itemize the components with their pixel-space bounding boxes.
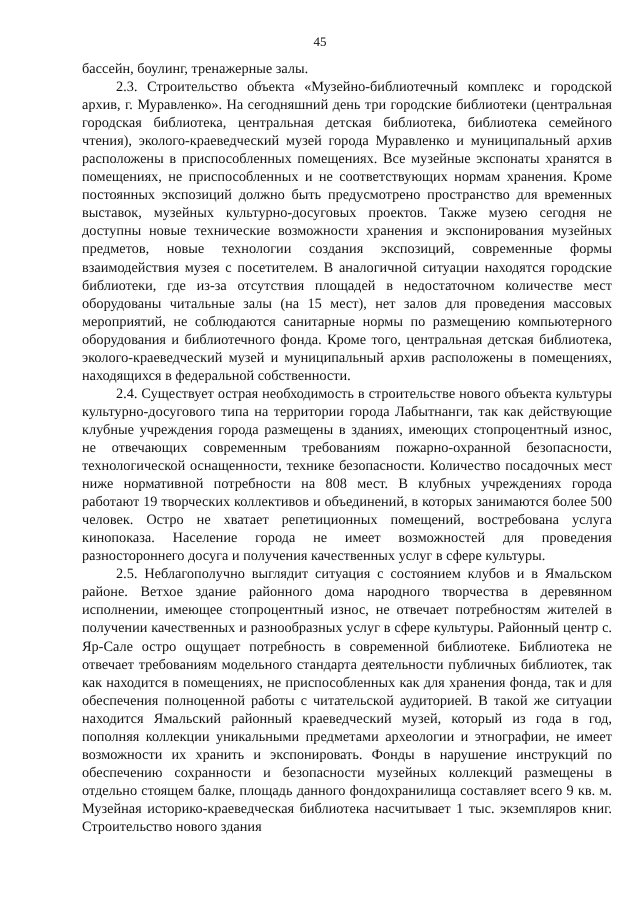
page-number: 45 xyxy=(313,34,327,49)
document-body xyxy=(82,60,612,836)
paragraph-2-3: 2.3. Строительство объекта «Музейно-библиотечный комплекс и городской архив, г. Муравленко». На сегодняшний день три городские библиотеки (центральная городская библиотека, центральная детская библиотека, библиотека семейного чтения), эколого-краеведческий музей города Муравленко и муниципальный архив расположены в приспособленных помещениях. Все музейные экспонаты хранятся в помещениях, не приспособленных и не соответствующих нормам хранения. Кроме постоянных экспозиций должно быть предусмотрено пространство для временных выставок, музейных культурно-досуговых проектов. Также музею сегодня не доступны новые технические возможности хранения и экспонирования музейных предметов, новые технологии создания экспозиций, современные формы взаимодействия музея с посетителем. В аналогичной ситуации находятся городские библиотеки, где из-за отсутствия площадей в недостаточном количестве мест оборудованы читальные залы (на 15 мест), нет залов для проведения массовых мероприятий, не соблюдаются санитарные нормы по размещению компьютерного оборудования и библиотечного фонда. Кроме того, центральная детская библиотека, эколого-краеведческий музей и муниципальный архив расположены в помещениях, находящихся в федеральной собственности. xyxy=(82,79,612,384)
paragraph-continuation: бассейн, боулинг, тренажерные залы. xyxy=(82,61,309,77)
paragraph-2-4: 2.4. Существует острая необходимость в строительстве нового объекта культуры культурно-досугового типа на территории города Лабытнанги, так как действующие клубные учреждения города размещены в зданиях, имеющих стопроцентный износ, не отвечающих современным требованиям пожарно-охранной безопасности, технологической оснащенности, технике безопасности. Количество посадочных мест ниже нормативной потребности на 808 мест. В клубных учреждениях города работают 19 творческих коллективов и объединений, в которых занимаются более 500 человек. Остро не хватает репетиционных помещений, востребована услуга кинопоказа. Население города не имеет возможностей для проведения разностороннего досуга и получения качественных услуг в сфере культуры. xyxy=(82,385,612,565)
paragraph-2-5: 2.5. Неблагополучно выглядит ситуация с состоянием клубов и в Ямальском районе. Ветхое здание районного дома народного творчества в деревянном исполнении, имеющее стопроцентный износ, не отвечает потребностям жителей в получении качественных и разнообразных услуг в сфере культуры. Районный центр с. Яр-Сале остро ощущает потребность в современной библиотеке. Библиотека не отвечает требованиям модельного стандарта деятельности публичных библиотек, так как находится в помещениях, не приспособленных как для хранения фонда, так и для обеспечения полноценной работы с читательской аудиторией. В такой же ситуации находится Ямальский районный краеведческий музей, который из года в год, пополняя коллекции уникальными предметами археологии и этнографии, не имеет возможности их хранить и экспонировать. Фонды в нарушение инструкций по обеспечению сохранности и безопасности музейных коллекций размещены в отдельно стоящем балке, площадь данного фондохранилища составляет всего 9 кв. м. Музейная историко-краеведческая библиотека насчитывает 1 тыс. экземпляров книг. Строительство нового здания xyxy=(82,566,612,835)
